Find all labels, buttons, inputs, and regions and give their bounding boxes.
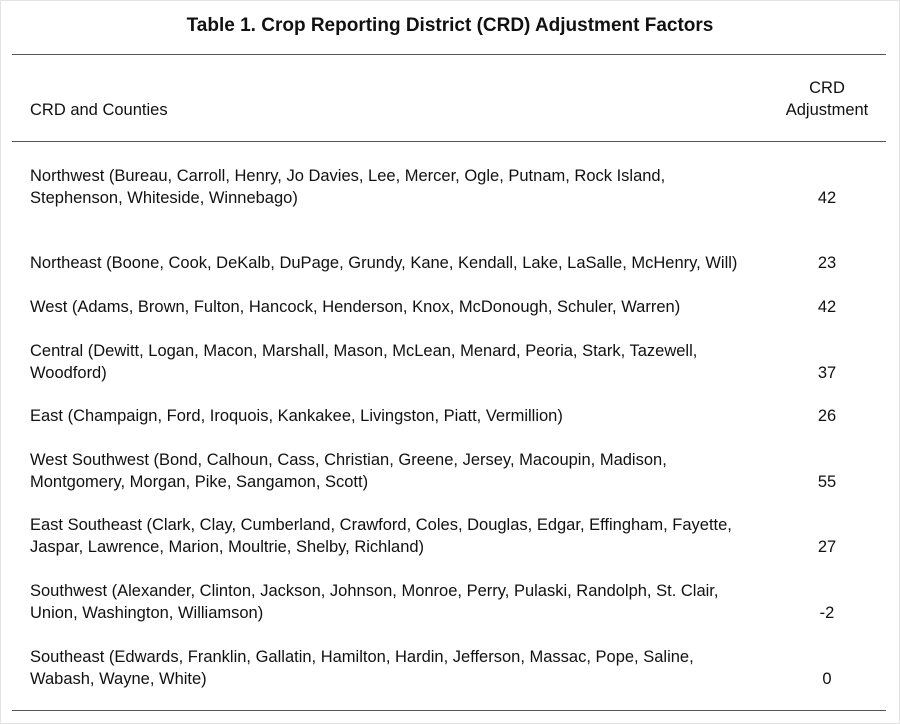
crd-counties-cell — [30, 514, 765, 558]
crd-counties-cell — [30, 405, 765, 427]
adjustment-value: 55 — [817, 473, 837, 491]
adjustment-value: 23 — [817, 254, 837, 272]
crd-line-1: West (Adams, Brown, Fulton, Hancock, Henderson, Knox, McDonough, Schuler, Warren) — [30, 298, 681, 316]
column-header-crd-counties: CRD and Counties — [30, 101, 168, 119]
crd-line-1: Northwest (Bureau, Carroll, Henry, Jo Davies, Lee, Mercer, Ogle, Putnam, Rock Island, — [30, 167, 666, 185]
crd-counties-cell — [30, 646, 765, 690]
crd-line-2: Woodford) — [30, 364, 107, 382]
crd-line-1: Southeast (Edwards, Franklin, Gallatin, Hamilton, Hardin, Jefferson, Massac, Pope, Saline, — [30, 648, 694, 666]
crd-line-1: Southwest (Alexander, Clinton, Jackson, Johnson, Monroe, Perry, Pulaski, Randolph, St. Clair, — [30, 582, 719, 600]
adjustment-value: 0 — [822, 670, 832, 688]
crd-counties-cell — [30, 252, 765, 274]
crd-counties-cell — [30, 165, 765, 209]
crd-line-1: East Southeast (Clark, Clay, Cumberland, Crawford, Coles, Douglas, Edgar, Effingham, Fayette, — [30, 516, 732, 534]
crd-line-2: Montgomery, Morgan, Pike, Sangamon, Scott) — [30, 473, 369, 491]
crd-line-1: West Southwest (Bond, Calhoun, Cass, Christian, Greene, Jersey, Macoupin, Madison, — [30, 451, 667, 469]
column-header-crd-adjustment — [770, 77, 884, 121]
adjustment-value: 42 — [817, 298, 837, 316]
column-header-line-2: Adjustment — [785, 101, 869, 119]
table-title: Table 1. Crop Reporting District (CRD) Adjustment Factors — [186, 15, 714, 36]
crd-counties-cell — [30, 340, 765, 384]
crd-counties-cell — [30, 449, 765, 493]
adjustment-value: 42 — [817, 189, 837, 207]
bottom-rule — [12, 710, 886, 711]
crd-counties-cell — [30, 580, 765, 624]
adjustment-value: -2 — [819, 604, 835, 622]
crd-line-1: East (Champaign, Ford, Iroquois, Kankakee, Livingston, Piatt, Vermillion) — [30, 407, 563, 425]
crd-counties-cell — [30, 296, 765, 318]
column-header-line-1: CRD — [809, 79, 845, 97]
adjustment-value: 37 — [817, 364, 837, 382]
crd-line-2: Union, Washington, Williamson) — [30, 604, 264, 622]
crd-line-2: Wabash, Wayne, White) — [30, 670, 207, 688]
adjustment-value: 27 — [817, 538, 837, 556]
crd-line-1: Northeast (Boone, Cook, DeKalb, DuPage, Grundy, Kane, Kendall, Lake, LaSalle, McHenry, Will) — [30, 254, 738, 272]
crd-line-1: Central (Dewitt, Logan, Macon, Marshall, Mason, McLean, Menard, Peoria, Stark, Tazewell, — [30, 342, 698, 360]
top-rule — [12, 54, 886, 55]
header-rule — [12, 141, 886, 142]
crd-line-2: Stephenson, Whiteside, Winnebago) — [30, 189, 298, 207]
crd-line-2: Jaspar, Lawrence, Marion, Moultrie, Shelby, Richland) — [30, 538, 425, 556]
adjustment-value: 26 — [817, 407, 837, 425]
